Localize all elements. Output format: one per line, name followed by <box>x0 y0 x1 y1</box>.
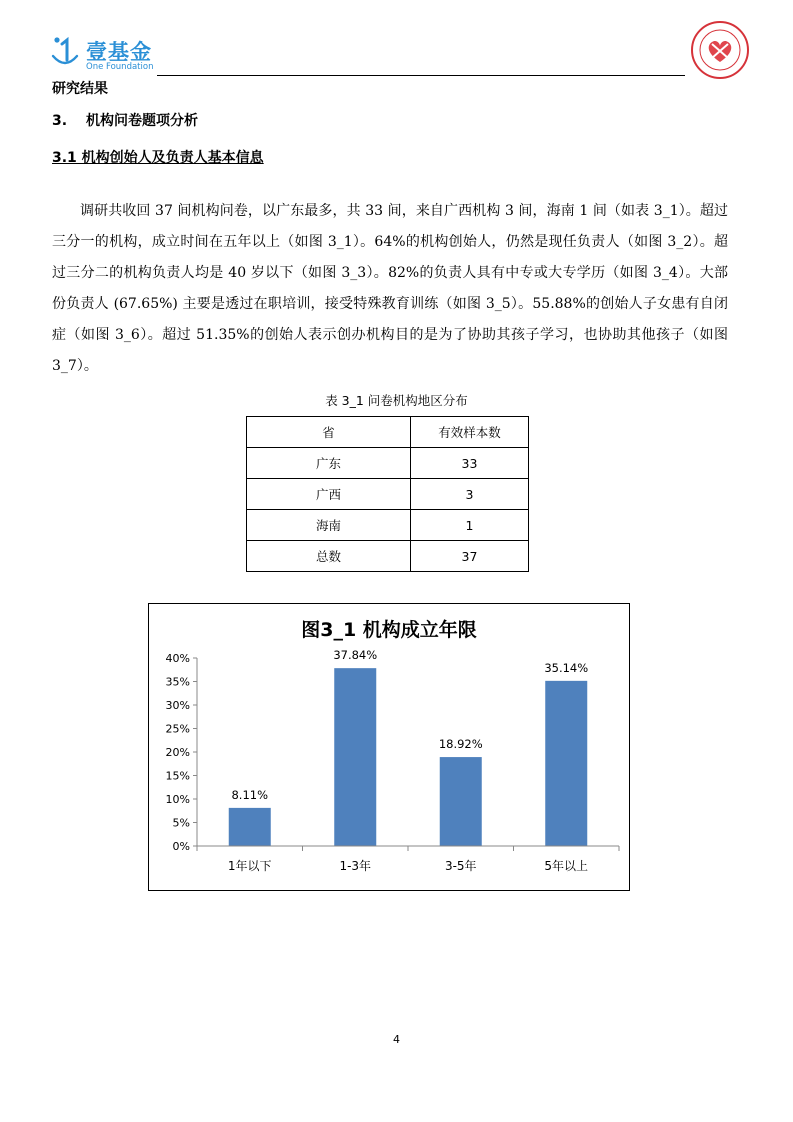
table-cell-count: 1 <box>411 510 529 541</box>
bar <box>440 757 482 846</box>
one-foundation-logo <box>50 34 170 74</box>
region-distribution-table <box>246 416 529 572</box>
x-tick-label: 3-5年 <box>444 859 477 873</box>
table-cell-province: 海南 <box>247 510 411 541</box>
logo-chinese-name: 壹基金 <box>86 40 152 64</box>
page-number: 4 <box>393 1033 400 1046</box>
heading-3-1: 3.1 机构创始人及负责人基本信息 <box>52 150 264 166</box>
bar-value-label: 35.14% <box>544 660 589 675</box>
table-cell-province: 总数 <box>247 541 411 572</box>
y-tick-label: 0% <box>172 840 190 853</box>
y-tick-label: 10% <box>165 793 190 806</box>
table-caption: 表 3_1 问卷机构地区分布 <box>325 393 468 408</box>
one-foundation-logo-icon <box>50 34 80 70</box>
y-tick-label: 20% <box>165 746 190 759</box>
bar-value-label: 8.11% <box>231 787 269 802</box>
table-row <box>247 510 529 541</box>
y-tick-label: 5% <box>172 816 190 830</box>
y-tick-label: 30% <box>165 699 190 712</box>
y-axis <box>166 652 197 853</box>
bar-value-label: 18.92% <box>438 737 483 752</box>
table-header-row <box>247 417 529 448</box>
table-header-sample-count: 有效样本数 <box>411 417 529 448</box>
body-paragraph: 调研共收回 37 间机构问卷，以广东最多，共 33 间，来自广西机构 3 间，海南 1 间（如表 3_1）。超过三分一的机构，成立时间在五年以上（如图 3_1）。64%的机构创始人，仍然是现任负责人（如图 3_2）。超过三分二的机构负责人均是 40 岁以下（如图 3_3）。82%的负责人具有中专或大专学历（如图 3_4）。大部份负责人 (67.65%) 主要是透过在职培训，接受特殊教育训练（如图 3_5）。55.88%的创始人子女患有自闭症（如图 3_6）。超过 51.35%的创始人表示创办机构目的是为了协助其孩子学习，也协助其他孩子（如图 3_7）。 <box>52 203 728 374</box>
table-cell-province: 广东 <box>247 448 411 479</box>
autism-association-seal-icon <box>690 20 750 80</box>
heading-3 <box>52 110 198 130</box>
bar-value-label: 37.84% <box>333 648 378 663</box>
x-tick-label: 1年以下 <box>227 859 272 873</box>
section-title: 研究结果 <box>52 81 108 97</box>
x-axis <box>197 846 619 873</box>
table-row <box>247 479 529 510</box>
y-tick-label: 25% <box>165 722 190 736</box>
bar <box>334 668 376 846</box>
x-tick-label: 5年以上 <box>544 859 589 873</box>
table-cell-count: 3 <box>411 479 529 510</box>
heading-3-title: 机构问卷题项分析 <box>86 113 198 129</box>
bar <box>229 808 271 846</box>
table-cell-count: 33 <box>411 448 529 479</box>
chart-title: 图3_1 机构成立年限 <box>301 619 477 641</box>
y-tick-label: 40% <box>165 652 190 665</box>
table-header-province: 省 <box>247 417 411 448</box>
chart-frame <box>148 603 630 891</box>
heading-3-number: 3. <box>52 113 68 129</box>
y-tick-label: 35% <box>165 675 190 689</box>
table-cell-count: 37 <box>411 541 529 572</box>
bar <box>545 681 587 846</box>
table-cell-province: 广西 <box>247 479 411 510</box>
establishment-years-bar-chart <box>149 604 629 890</box>
y-tick-label: 15% <box>165 769 190 783</box>
x-tick-label: 1-3年 <box>339 859 372 873</box>
header-rule <box>157 75 685 76</box>
logo-english-name: One Foundation <box>86 62 154 72</box>
table-row <box>247 448 529 479</box>
table-row-total <box>247 541 529 572</box>
bars-group <box>229 648 588 846</box>
